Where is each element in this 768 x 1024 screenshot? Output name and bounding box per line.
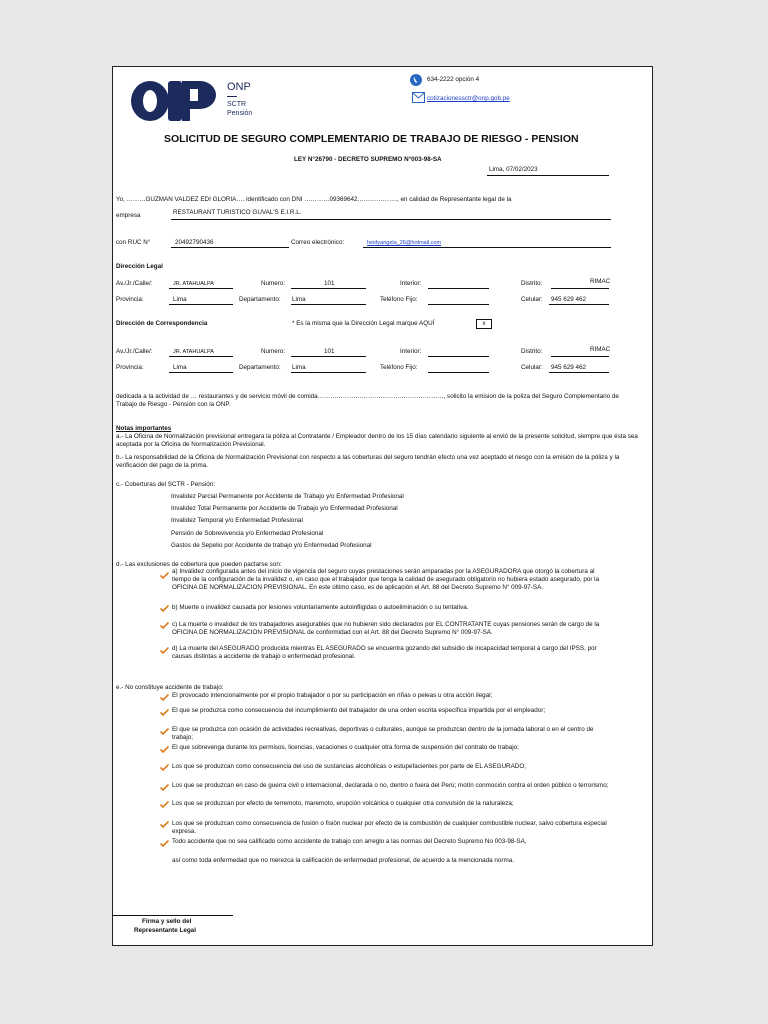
email-underline: [363, 247, 611, 248]
checkmark-icon: [160, 647, 169, 654]
dc-celular-label: Celular:: [521, 364, 543, 371]
signature-label-2: Representante Legal: [134, 927, 196, 934]
dc-telefono-underline: [428, 372, 489, 373]
applicant-line: Yo, ………GUZMAN VALDEZ EDI GLORIA…. identificado con DNI …………09369642………………., en calidad de Representante legal de la: [116, 196, 512, 203]
empresa-value: RESTAURANT TURISTICO GUVAL'S E.I.R.L.: [173, 209, 302, 216]
date-underline: [487, 175, 609, 176]
date-field: Lima, 07/02/2023: [489, 166, 538, 173]
dc-provincia-label: Provincia:: [116, 364, 144, 371]
dl-interior-label: Interior:: [400, 280, 422, 287]
logo-sub-sctr: SCTR: [227, 101, 247, 108]
cobertura-item: Invalidez Total Permanente por Accidente de Trabajo y/o Enfermedad Profesional: [171, 505, 398, 512]
dl-departamento-label: Departamento:: [239, 296, 281, 303]
email-icon: [412, 92, 425, 103]
checkmark-icon: [160, 801, 169, 808]
cobertura-item: Invalidez Parcial Permanente por Accidente de Trabajo y/o Enfermedad Profesional: [171, 493, 404, 500]
dc-celular-value: 945 629 462: [551, 364, 587, 371]
nota-d-heading: d.- Las exclusiones de cobertura que pueden pactarse son:: [116, 561, 282, 568]
direccion-corr-heading: Dirección de Correspondencia: [116, 320, 208, 327]
same-address-checkbox[interactable]: x: [476, 319, 492, 329]
dc-distrito-value: RIMAC: [590, 346, 611, 353]
checkmark-icon: [160, 764, 169, 771]
phone-icon: [410, 74, 422, 86]
ruc-label: con RUC N°: [116, 239, 151, 246]
dl-provincia-underline: [169, 304, 233, 305]
dl-distrito-label: Distrito:: [521, 280, 543, 287]
dl-celular-underline: [549, 304, 609, 305]
checkmark-icon: [160, 784, 169, 791]
exclusion-item: a) Invalidez configurada antes del inicio de vigencia del seguro cuyas prestaciones serán amparadas por la ASEGURADORA que otorgó la cobertura al tiempo de la configuración de la invalidez o, en caso que el trabajador que tenga la calidad de asegurado obligatorio no hubiera estado asegurado, por la OFICINA DE NORMALIZACION PREVISIONAL. En este último caso, es de aplicación el Art. 88 del Decreto Supremo N° 009-97-SA.: [172, 568, 600, 591]
dl-interior-underline: [428, 288, 489, 289]
dc-numero-label: Numero:: [261, 348, 286, 355]
dl-numero-label: Numero:: [261, 280, 286, 287]
checkmark-icon: [160, 709, 169, 716]
dc-telefono-label: Teléfono Fijo:: [380, 364, 418, 371]
direccion-legal-heading: Dirección Legal: [116, 263, 163, 270]
form-page: [112, 66, 653, 946]
nota-b: b.- La responsabilidad de la Oficina de Normalización Previsional con respecto a las coberturas del seguro tendrán efecto una vez aceptado el riesgo con la emisión de la póliza y la verificación del pago de la prima.: [116, 454, 620, 469]
dc-interior-underline: [428, 356, 489, 357]
dc-celular-underline: [549, 372, 609, 373]
dl-av-underline: [169, 288, 233, 289]
dl-provincia-value: Lima: [173, 296, 187, 303]
exclusion-item: b) Muerte o invalidez causada por lesiones voluntariamente autoinfligidas o autoeliminación o su tentativa.: [172, 604, 469, 611]
ruc-value: 20492790436: [175, 239, 214, 246]
dc-av-value: JR. ATAHUALPA: [173, 349, 214, 355]
onp-logo-icon: [130, 79, 220, 123]
form-title: SOLICITUD DE SEGURO COMPLEMENTARIO DE TRABAJO DE RIESGO - PENSION: [164, 133, 579, 145]
dc-interior-label: Interior:: [400, 348, 422, 355]
no-accidente-item: El que se produzca como consecuencia del incumplimiento del trabajador de una orden escrita específica impartida por el empleador;: [172, 707, 546, 714]
no-accidente-item: Los que se produzcan en caso de guerra civil o internacional, declarada o no, dentro o fuera del Perú; motín conmoción contra el orden público o terrorismo;: [172, 782, 609, 789]
dl-distrito-underline: [551, 288, 609, 289]
law-reference: LEY N°26790 - DECRETO SUPREMO N°003-98-SA: [294, 156, 442, 163]
checkmark-icon: [160, 694, 169, 701]
dc-provincia-value: Lima: [173, 364, 187, 371]
dl-telefono-underline: [428, 304, 489, 305]
dc-provincia-underline: [169, 372, 233, 373]
signature-label-1: Firma y sello del: [142, 918, 192, 925]
empresa-label: empresa: [116, 212, 141, 219]
dl-distrito-value: RIMAC: [590, 278, 611, 285]
dc-av-label: Av./Jr./Calle/:: [116, 348, 153, 355]
checkmark-icon: [160, 840, 169, 847]
exclusion-item: d) La muerte del ASEGURADO producida mientras EL ASEGURADO se encuentra gozando del subsidio de incapacidad temporal a cargo del IPSS, por causas distintas a accidente de trabajo o enfermedad profesional.: [172, 645, 597, 660]
no-accidente-item: Todo accidente que no sea calificado como accidente de trabajo con arreglo a las normas del Decreto Supremo No 003-98-SA,: [172, 838, 527, 845]
nota-e-heading: e.- No constituye accidente de trabajo:: [116, 684, 224, 691]
no-accidente-item: Los que se produzcan como consecuencia de fusión o fisión nuclear por efecto de la combustión de cualquier combustible nuclear, salvo cobertura especial expresa.: [172, 820, 607, 835]
cobertura-item: Invalidez Temporal y/o Enfermedad Profesional: [171, 517, 303, 524]
dc-departamento-underline: [291, 372, 366, 373]
dl-provincia-label: Provincia:: [116, 296, 144, 303]
nota-a: a.- La Oficina de Normalización previsional entregara la póliza al Contratante / Empleador dentro de los 15 días calendario siguiente al envió de la presente solicitud, siempre que ésta sea aceptada por la Oficina de Normalización Previsional.: [116, 433, 638, 448]
dc-departamento-value: Lima: [292, 364, 306, 371]
no-accidente-tail: así como toda enfermedad que no merezca la calificación de enfermedad profesional, de acuerdo a la mencionada norma.: [172, 857, 514, 864]
dl-av-value: JR. ATAHUALPA: [173, 281, 214, 287]
logo-brand: ONP: [227, 81, 251, 93]
cobertura-item: Gastos de Sepelio por Accidente de trabajo y/o Enfermedad Profesional: [171, 542, 372, 549]
dc-numero-underline: [291, 356, 366, 357]
cobertura-item: Pensión de Sobrevivencia y/o Enfermedad Profesional: [171, 530, 324, 537]
logo-divider: [227, 96, 237, 97]
dc-departamento-label: Departamento:: [239, 364, 281, 371]
dl-av-label: Av./Jr./Calle/:: [116, 280, 153, 287]
dc-note: * Es la misma que la Dirección Legal marque AQUÍ: [292, 320, 435, 327]
checkmark-icon: [160, 572, 169, 579]
dl-numero-underline: [291, 288, 366, 289]
phone-text: 634-2222 opción 4: [427, 76, 480, 83]
checkmark-icon: [160, 622, 169, 629]
no-accidente-item: Los que se produzcan por efecto de terremoto, maremoto, erupción volcánica o cualquier otra convulsión de la naturaleza;: [172, 800, 514, 807]
dl-celular-label: Celular:: [521, 296, 543, 303]
no-accidente-item: El que se produzca con ocasión de actividades recreativas, deportivas o culturales, aunque se produzcan dentro de la jornada laboral o en el centro de trabajo;: [172, 726, 594, 741]
checkmark-icon: [160, 746, 169, 753]
signature-line: [113, 915, 233, 916]
no-accidente-item: El que sobrevenga durante los permisos, licencias, vacaciones o cualquier otra forma de suspensión del contrato de trabajo;: [172, 744, 519, 751]
email-link[interactable]: cotizacionessctr@onp.gob.pe: [427, 95, 510, 102]
dc-distrito-label: Distrito:: [521, 348, 543, 355]
empresa-underline: [171, 219, 611, 220]
dc-distrito-underline: [551, 356, 609, 357]
dl-departamento-underline: [291, 304, 366, 305]
activity-text: dedicada a la actividad de … restaurantes y de servicio móvil de comida……………………………………………………, solicito la emision de la poliza del Seguro Complementario de Trabajo de Riesgo - Pensión con la ONP.: [116, 393, 619, 408]
exclusion-item: c) La muerte o invalidez de los trabajadores asegurables que no hubieren sido declarados por EL CONTRATANTE cuyas pensiones serán de cargo de la OFICINA DE NORMALIZACION PREVISIONAL de conformidad con el Art. 88 del Decreto Supremo N° 009-97-SA.: [172, 621, 600, 636]
ruc-underline: [171, 247, 289, 248]
dl-departamento-value: Lima: [292, 296, 306, 303]
email-value: heidyangela_26@hotmail.com: [367, 240, 442, 246]
nota-c-heading: c.- Coberturas del SCTR - Pensión:: [116, 481, 216, 488]
checkmark-icon: [160, 821, 169, 828]
dc-numero-value: 101: [324, 348, 335, 355]
notas-heading: Notas importantes: [116, 425, 172, 432]
email-label: Correo electrónico:: [291, 239, 345, 246]
no-accidente-item: El provocado intencionalmente por el propio trabajador o por su participación en riñas o peleas u otra acción ilegal;: [172, 692, 493, 699]
no-accidente-item: Los que se produzcan como consecuencia del uso de sustancias alcohólicas o estupefacientes por parte de EL ASEGURADO;: [172, 763, 526, 770]
dl-telefono-label: Teléfono Fijo:: [380, 296, 418, 303]
checkmark-icon: [160, 605, 169, 612]
dl-celular-value: 945 629 462: [551, 296, 587, 303]
dc-av-underline: [169, 356, 233, 357]
dl-numero-value: 101: [324, 280, 335, 287]
logo-sub-pension: Pensión: [227, 110, 253, 117]
checkmark-icon: [160, 728, 169, 735]
